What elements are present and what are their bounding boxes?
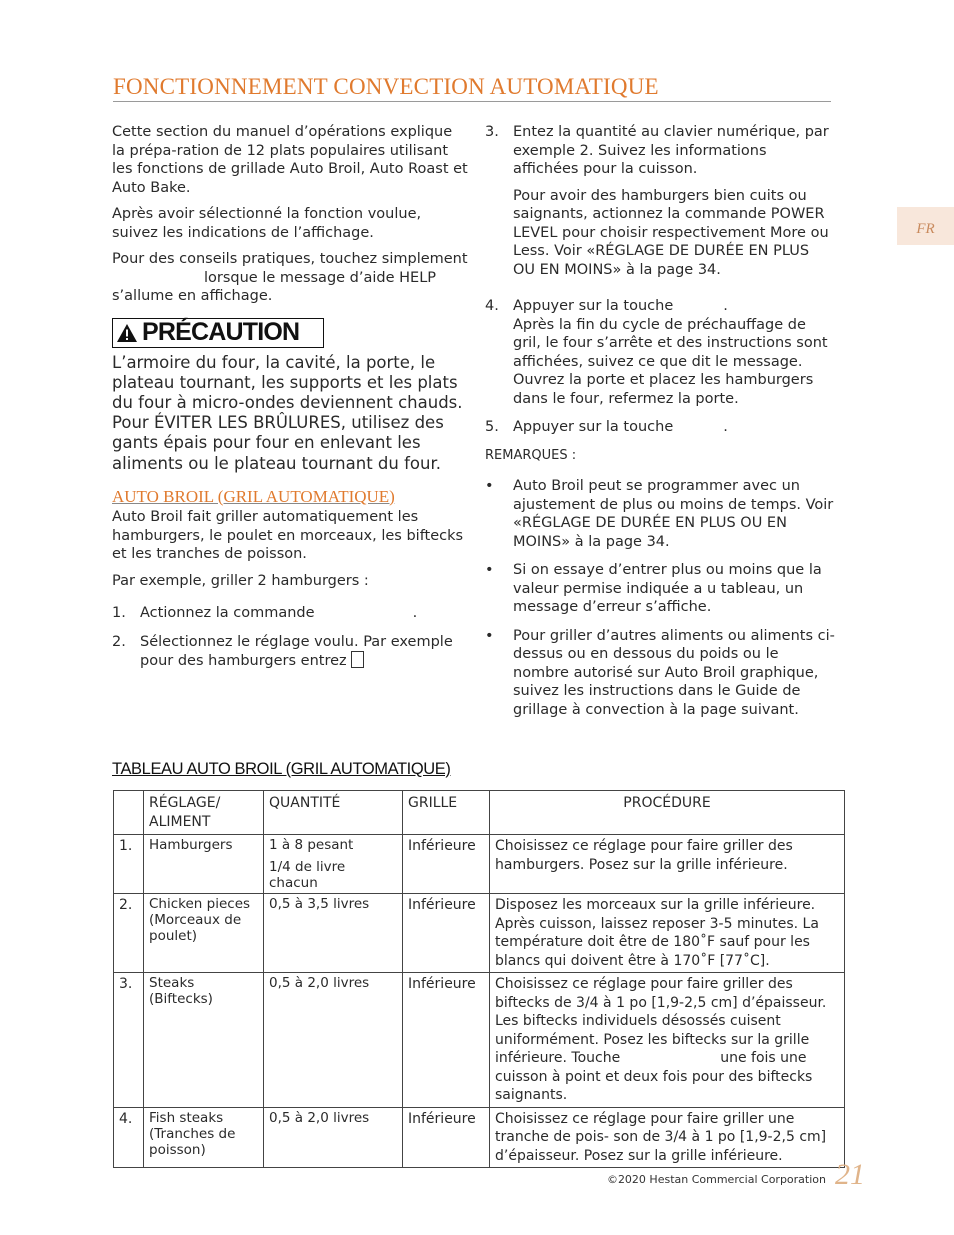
- table-row: 3. Steaks (Biftecks) 0,5 à 2,0 livres Inférieure Choisissez ce réglage pour faire griller des biftecks de 3/4 à 1 po [1,9-2,5 cm] d’épaisseur. Les biftecks individuels désossés cuisent uniformément. Posez les biftecks sur la grille inférieure. Touche une fois une cuisson à point et deux fois pour des biftecks saignants.: [114, 973, 845, 1108]
- right-column: [485, 123, 835, 729]
- auto-broil-description: Auto Broil fait griller automatiquement les hamburgers, le poulet en morceaux, les biftecks et les tranches de poisson.: [112, 509, 464, 563]
- table-row: 4. Fish steaks (Tranches de poisson) 0,5 à 2,0 livres Inférieure Choisissez ce réglage pour faire griller une tranche de pois- son de 3/4 à 1 po [1,9-2,5 cm] d’épaisseur. Posez sur la grille inférieure.: [114, 1107, 845, 1168]
- auto-broil-heading: AUTO BROIL (GRIL AUTOMATIQUE): [112, 486, 395, 506]
- header-quantity: QUANTITÉ: [264, 791, 403, 835]
- caution-box: [112, 318, 324, 348]
- example-paragraph: Par exemple, griller 2 hamburgers :: [112, 572, 369, 589]
- tips-paragraph: Pour des conseils pratiques, touchez simplement lorsque le message d’aide HELP s’allume en affichage.: [112, 251, 468, 304]
- table-header-row: [114, 791, 845, 835]
- copyright-footer: ©2020 Hestan Commercial Corporation: [606, 1173, 826, 1186]
- step-5: 5. Appuyer sur la touche .: [485, 419, 728, 435]
- page-title: FONCTIONNEMENT CONVECTION AUTOMATIQUE: [113, 74, 831, 102]
- caution-title: PRÉCAUTION: [142, 318, 300, 347]
- instructions-paragraph: Après avoir sélectionné la fonction voulue, suivez les indications de l’affichage.: [112, 206, 422, 241]
- step-1: 1. Actionnez la commande .: [112, 605, 418, 622]
- auto-broil-table: [113, 790, 845, 1168]
- table-title: TABLEAU AUTO BROIL (GRIL AUTOMATIQUE): [112, 760, 451, 778]
- remarks-label: REMARQUES :: [485, 447, 577, 463]
- step-2: 2. Sélectionnez le réglage voulu. Par exemple pour des hamburgers entrez: [112, 633, 453, 670]
- header-num: [114, 791, 144, 835]
- remark-item: • Pour griller d’autres aliments ou aliments ci-dessus ou en dessous du poids ou le nombre autorisé sur Auto Broil graphique, suivez les instructions dans le Guide de grillage à convection à la page suivant.: [485, 627, 835, 718]
- header-procedure: PROCÉDURE: [490, 791, 845, 835]
- remark-item: • Si on essaye d’entrer plus ou moins que la valeur permise indiquée a u tableau, un message d’erreur s’affiche.: [485, 562, 822, 615]
- header-setting: RÉGLAGE/ ALIMENT: [144, 791, 264, 835]
- page-number: 21: [835, 1158, 865, 1191]
- intro-paragraph: Cette section du manuel d’opérations explique la prépa-ration de 12 plats populaires utilisant les fonctions de grillade Auto Broil, Auto Roast et Auto Bake.: [112, 124, 468, 196]
- blank-box: [351, 651, 364, 668]
- step-3: 3. Entez la quantité au clavier numérique, par exemple 2. Suivez les informations affichées pour la cuisson. Pour avoir des hamburgers bien cuits ou saignants, actionnez la commande POWER LEVEL pour choisir respectivement More ou Less. Voir «RÉGLAGE DE DURÉE EN PLUS OU EN MOINS» à la page 34.: [485, 124, 829, 278]
- table-row: 2. Chicken pieces (Morceaux de poulet) 0,5 à 3,5 livres Inférieure Disposez les morceaux sur la grille inférieure. Après cuisson, laissez reposer 3-5 minutes. La température doit être de 180˚F sauf pour les blancs qui doivent être à 170˚F [77˚C].: [114, 894, 845, 973]
- language-tab: FR: [897, 207, 954, 245]
- warning-triangle-icon: [116, 323, 138, 343]
- header-rack: GRILLE: [403, 791, 490, 835]
- table-row: 1. Hamburgers 1 à 8 pesant 1/4 de livre chacun Inférieure Choisissez ce réglage pour faire griller des hamburgers. Posez sur la grille inférieure.: [114, 835, 845, 894]
- caution-body: L’armoire du four, la cavité, la porte, le plateau tournant, les supports et les plats du four à micro-ondes deviennent chauds. Pour ÉVITER LES BRÛLURES, utilisez des gants épais pour four en enlevant les aliments ou le plateau tournant du four.: [112, 352, 463, 473]
- step-4: 4. Appuyer sur la touche . Après la fin du cycle de préchauffage de gril, le four s’arrête et des instructions sont affichées, suivez ce que dit le message. Ouvrez la porte et placez les hamburgers dans le four, refermez la porte.: [485, 298, 828, 407]
- left-column: [112, 123, 468, 681]
- remark-item: • Auto Broil peut se programmer avec un ajustement de plus ou moins de temps. Voir «RÉGLAGE DE DURÉE EN PLUS OU EN MOINS» à la page 34.: [485, 478, 834, 550]
